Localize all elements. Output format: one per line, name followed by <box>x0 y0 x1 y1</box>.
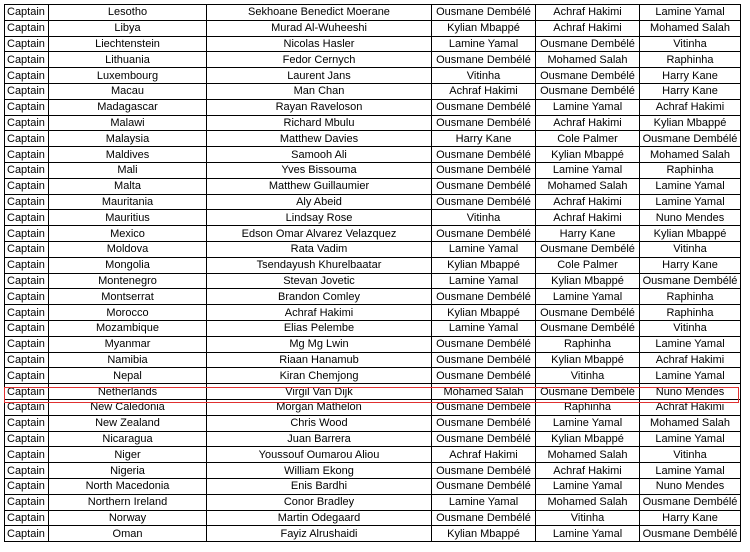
third-choice-cell: Nuno Mendes <box>640 384 741 400</box>
third-choice-cell: Lamine Yamal <box>640 368 741 384</box>
second-choice-cell: Cole Palmer <box>536 257 640 273</box>
role-cell: Captain <box>5 273 49 289</box>
table-row <box>5 257 741 273</box>
table-wrapper <box>4 4 741 542</box>
third-choice-cell: Mohamed Salah <box>640 415 741 431</box>
voter-name-cell: Lindsay Rose <box>207 210 432 226</box>
voter-name-cell: Morgan Mathelon <box>207 399 432 415</box>
role-cell: Captain <box>5 478 49 494</box>
country-cell: Morocco <box>49 305 207 321</box>
table-row <box>5 431 741 447</box>
first-choice-cell: Vitinha <box>432 68 536 84</box>
table-row <box>5 115 741 131</box>
country-cell: Macau <box>49 83 207 99</box>
table-row <box>5 494 741 510</box>
first-choice-cell: Kylian Mbappé <box>432 20 536 36</box>
third-choice-cell: Raphinha <box>640 289 741 305</box>
role-cell: Captain <box>5 289 49 305</box>
table-row <box>5 162 741 178</box>
second-choice-cell: Cole Palmer <box>536 131 640 147</box>
first-choice-cell: Ousmane Dembélé <box>432 431 536 447</box>
second-choice-cell: Vitinha <box>536 368 640 384</box>
third-choice-cell: Raphinha <box>640 52 741 68</box>
first-choice-cell: Lamine Yamal <box>432 494 536 510</box>
second-choice-cell: Ousmane Dembélé <box>536 68 640 84</box>
first-choice-cell: Ousmane Dembélé <box>432 399 536 415</box>
voter-name-cell: Mg Mg Lwin <box>207 336 432 352</box>
first-choice-cell: Ousmane Dembélé <box>432 289 536 305</box>
role-cell: Captain <box>5 241 49 257</box>
voter-name-cell: Chris Wood <box>207 415 432 431</box>
table-row <box>5 463 741 479</box>
role-cell: Captain <box>5 52 49 68</box>
table-row <box>5 352 741 368</box>
voter-name-cell: Martin Odegaard <box>207 510 432 526</box>
role-cell: Captain <box>5 99 49 115</box>
country-cell: New Zealand <box>49 415 207 431</box>
country-cell: Mozambique <box>49 320 207 336</box>
table-row <box>5 478 741 494</box>
captain-votes-table <box>4 4 741 542</box>
third-choice-cell: Mohamed Salah <box>640 20 741 36</box>
country-cell: Liechtenstein <box>49 36 207 52</box>
voter-name-cell: Yves Bissouma <box>207 162 432 178</box>
voter-name-cell: Achraf Hakimi <box>207 305 432 321</box>
second-choice-cell: Mohamed Salah <box>536 447 640 463</box>
country-cell: Malawi <box>49 115 207 131</box>
country-cell: Northern Ireland <box>49 494 207 510</box>
second-choice-cell: Kylian Mbappé <box>536 352 640 368</box>
third-choice-cell: Nuno Mendes <box>640 210 741 226</box>
first-choice-cell: Ousmane Dembélé <box>432 226 536 242</box>
voter-name-cell: Fedor Cernych <box>207 52 432 68</box>
country-cell: Myanmar <box>49 336 207 352</box>
role-cell: Captain <box>5 131 49 147</box>
voter-name-cell: Rayan Raveloson <box>207 99 432 115</box>
country-cell: Norway <box>49 510 207 526</box>
second-choice-cell: Achraf Hakimi <box>536 5 640 21</box>
second-choice-cell: Kylian Mbappé <box>536 147 640 163</box>
voter-name-cell: Stevan Jovetic <box>207 273 432 289</box>
voter-name-cell: Laurent Jans <box>207 68 432 84</box>
table-row <box>5 131 741 147</box>
table-row <box>5 447 741 463</box>
role-cell: Captain <box>5 431 49 447</box>
country-cell: Namibia <box>49 352 207 368</box>
role-cell: Captain <box>5 178 49 194</box>
second-choice-cell: Achraf Hakimi <box>536 210 640 226</box>
role-cell: Captain <box>5 463 49 479</box>
table-row <box>5 147 741 163</box>
third-choice-cell: Vitinha <box>640 36 741 52</box>
role-cell: Captain <box>5 5 49 21</box>
role-cell: Captain <box>5 162 49 178</box>
role-cell: Captain <box>5 447 49 463</box>
country-cell: Mauritania <box>49 194 207 210</box>
second-choice-cell: Achraf Hakimi <box>536 463 640 479</box>
second-choice-cell: Lamine Yamal <box>536 415 640 431</box>
country-cell: Netherlands <box>49 384 207 400</box>
third-choice-cell: Nuno Mendes <box>640 478 741 494</box>
role-cell: Captain <box>5 526 49 542</box>
second-choice-cell: Lamine Yamal <box>536 478 640 494</box>
voter-name-cell: Richard Mbulu <box>207 115 432 131</box>
role-cell: Captain <box>5 115 49 131</box>
country-cell: Nepal <box>49 368 207 384</box>
second-choice-cell: Raphinha <box>536 336 640 352</box>
second-choice-cell: Mohamed Salah <box>536 52 640 68</box>
second-choice-cell: Achraf Hakimi <box>536 194 640 210</box>
first-choice-cell: Ousmane Dembélé <box>432 336 536 352</box>
third-choice-cell: Vitinha <box>640 447 741 463</box>
first-choice-cell: Ousmane Dembélé <box>432 194 536 210</box>
second-choice-cell: Kylian Mbappé <box>536 431 640 447</box>
first-choice-cell: Kylian Mbappé <box>432 526 536 542</box>
table-row <box>5 384 741 400</box>
second-choice-cell: Raphinha <box>536 399 640 415</box>
table-row <box>5 289 741 305</box>
role-cell: Captain <box>5 210 49 226</box>
voter-name-cell: Murad Al-Wuheeshi <box>207 20 432 36</box>
voter-name-cell: Samooh Ali <box>207 147 432 163</box>
table-row <box>5 5 741 21</box>
voter-name-cell: Matthew Guillaumier <box>207 178 432 194</box>
first-choice-cell: Kylian Mbappé <box>432 305 536 321</box>
second-choice-cell: Achraf Hakimi <box>536 20 640 36</box>
second-choice-cell: Lamine Yamal <box>536 99 640 115</box>
country-cell: Libya <box>49 20 207 36</box>
voter-name-cell: Matthew Davies <box>207 131 432 147</box>
role-cell: Captain <box>5 336 49 352</box>
country-cell: Luxembourg <box>49 68 207 84</box>
country-cell: Nigeria <box>49 463 207 479</box>
table-row <box>5 368 741 384</box>
country-cell: Montserrat <box>49 289 207 305</box>
third-choice-cell: Vitinha <box>640 320 741 336</box>
second-choice-cell: Ousmane Dembélé <box>536 384 640 400</box>
role-cell: Captain <box>5 352 49 368</box>
voter-name-cell: Edson Omar Alvarez Velazquez <box>207 226 432 242</box>
voter-name-cell: Youssouf Oumarou Aliou <box>207 447 432 463</box>
country-cell: Mali <box>49 162 207 178</box>
country-cell: Mexico <box>49 226 207 242</box>
first-choice-cell: Vitinha <box>432 210 536 226</box>
third-choice-cell: Harry Kane <box>640 510 741 526</box>
third-choice-cell: Lamine Yamal <box>640 194 741 210</box>
voter-name-cell: Juan Barrera <box>207 431 432 447</box>
third-choice-cell: Lamine Yamal <box>640 431 741 447</box>
role-cell: Captain <box>5 399 49 415</box>
third-choice-cell: Harry Kane <box>640 257 741 273</box>
third-choice-cell: Harry Kane <box>640 68 741 84</box>
table-row <box>5 194 741 210</box>
first-choice-cell: Lamine Yamal <box>432 241 536 257</box>
role-cell: Captain <box>5 305 49 321</box>
table-row <box>5 415 741 431</box>
table-row <box>5 36 741 52</box>
role-cell: Captain <box>5 83 49 99</box>
country-cell: Lithuania <box>49 52 207 68</box>
third-choice-cell: Kylian Mbappé <box>640 115 741 131</box>
role-cell: Captain <box>5 494 49 510</box>
country-cell: North Macedonia <box>49 478 207 494</box>
role-cell: Captain <box>5 147 49 163</box>
third-choice-cell: Lamine Yamal <box>640 463 741 479</box>
third-choice-cell: Lamine Yamal <box>640 178 741 194</box>
first-choice-cell: Ousmane Dembélé <box>432 115 536 131</box>
third-choice-cell: Mohamed Salah <box>640 147 741 163</box>
second-choice-cell: Lamine Yamal <box>536 162 640 178</box>
voter-name-cell: Conor Bradley <box>207 494 432 510</box>
first-choice-cell: Ousmane Dembélé <box>432 478 536 494</box>
table-row <box>5 210 741 226</box>
first-choice-cell: Ousmane Dembélé <box>432 415 536 431</box>
first-choice-cell: Ousmane Dembélé <box>432 352 536 368</box>
voter-name-cell: Enis Bardhi <box>207 478 432 494</box>
first-choice-cell: Harry Kane <box>432 131 536 147</box>
second-choice-cell: Vitinha <box>536 510 640 526</box>
country-cell: Montenegro <box>49 273 207 289</box>
first-choice-cell: Achraf Hakimi <box>432 447 536 463</box>
table-row <box>5 305 741 321</box>
voter-name-cell: Kiran Chemjong <box>207 368 432 384</box>
third-choice-cell: Harry Kane <box>640 83 741 99</box>
table-row <box>5 178 741 194</box>
first-choice-cell: Mohamed Salah <box>432 384 536 400</box>
voter-name-cell: Fayiz Alrushaidi <box>207 526 432 542</box>
voter-name-cell: Aly Abeid <box>207 194 432 210</box>
country-cell: Mongolia <box>49 257 207 273</box>
third-choice-cell: Lamine Yamal <box>640 5 741 21</box>
voter-name-cell: Brandon Comley <box>207 289 432 305</box>
country-cell: Malaysia <box>49 131 207 147</box>
role-cell: Captain <box>5 68 49 84</box>
second-choice-cell: Mohamed Salah <box>536 178 640 194</box>
first-choice-cell: Lamine Yamal <box>432 320 536 336</box>
country-cell: Lesotho <box>49 5 207 21</box>
table-body <box>5 5 741 542</box>
role-cell: Captain <box>5 384 49 400</box>
country-cell: Mauritius <box>49 210 207 226</box>
table-row <box>5 320 741 336</box>
voter-name-cell: Sekhoane Benedict Moerane <box>207 5 432 21</box>
table-row <box>5 52 741 68</box>
country-cell: New Caledonia <box>49 399 207 415</box>
role-cell: Captain <box>5 320 49 336</box>
first-choice-cell: Ousmane Dembélé <box>432 147 536 163</box>
table-row <box>5 273 741 289</box>
role-cell: Captain <box>5 510 49 526</box>
table-row <box>5 226 741 242</box>
third-choice-cell: Lamine Yamal <box>640 336 741 352</box>
table-row <box>5 336 741 352</box>
role-cell: Captain <box>5 368 49 384</box>
role-cell: Captain <box>5 226 49 242</box>
table-row <box>5 99 741 115</box>
third-choice-cell: Vitinha <box>640 241 741 257</box>
table-row <box>5 526 741 542</box>
second-choice-cell: Mohamed Salah <box>536 494 640 510</box>
table-row <box>5 510 741 526</box>
country-cell: Moldova <box>49 241 207 257</box>
third-choice-cell: Ousmane Dembélé <box>640 273 741 289</box>
third-choice-cell: Ousmane Dembélé <box>640 526 741 542</box>
first-choice-cell: Ousmane Dembélé <box>432 5 536 21</box>
country-cell: Malta <box>49 178 207 194</box>
second-choice-cell: Ousmane Dembélé <box>536 36 640 52</box>
first-choice-cell: Ousmane Dembélé <box>432 162 536 178</box>
voter-name-cell: William Ekong <box>207 463 432 479</box>
country-cell: Niger <box>49 447 207 463</box>
first-choice-cell: Achraf Hakimi <box>432 83 536 99</box>
third-choice-cell: Achraf Hakimi <box>640 399 741 415</box>
third-choice-cell: Raphinha <box>640 162 741 178</box>
role-cell: Captain <box>5 36 49 52</box>
country-cell: Maldives <box>49 147 207 163</box>
first-choice-cell: Kylian Mbappé <box>432 257 536 273</box>
voter-name-cell: Rata Vadim <box>207 241 432 257</box>
first-choice-cell: Ousmane Dembélé <box>432 510 536 526</box>
table-row <box>5 241 741 257</box>
third-choice-cell: Achraf Hakimi <box>640 352 741 368</box>
role-cell: Captain <box>5 257 49 273</box>
first-choice-cell: Ousmane Dembélé <box>432 52 536 68</box>
table-row <box>5 83 741 99</box>
first-choice-cell: Ousmane Dembélé <box>432 99 536 115</box>
role-cell: Captain <box>5 194 49 210</box>
country-cell: Oman <box>49 526 207 542</box>
third-choice-cell: Kylian Mbappé <box>640 226 741 242</box>
voter-name-cell: Elias Pelembe <box>207 320 432 336</box>
voter-name-cell: Virgil Van Dijk <box>207 384 432 400</box>
table-row <box>5 20 741 36</box>
second-choice-cell: Ousmane Dembélé <box>536 83 640 99</box>
second-choice-cell: Ousmane Dembélé <box>536 320 640 336</box>
second-choice-cell: Harry Kane <box>536 226 640 242</box>
third-choice-cell: Ousmane Dembélé <box>640 131 741 147</box>
table-row <box>5 399 741 415</box>
third-choice-cell: Achraf Hakimi <box>640 99 741 115</box>
first-choice-cell: Lamine Yamal <box>432 273 536 289</box>
first-choice-cell: Lamine Yamal <box>432 36 536 52</box>
voter-name-cell: Riaan Hanamub <box>207 352 432 368</box>
third-choice-cell: Ousmane Dembélé <box>640 494 741 510</box>
second-choice-cell: Lamine Yamal <box>536 526 640 542</box>
first-choice-cell: Ousmane Dembélé <box>432 368 536 384</box>
second-choice-cell: Ousmane Dembélé <box>536 305 640 321</box>
country-cell: Madagascar <box>49 99 207 115</box>
second-choice-cell: Lamine Yamal <box>536 289 640 305</box>
first-choice-cell: Ousmane Dembélé <box>432 178 536 194</box>
second-choice-cell: Achraf Hakimi <box>536 115 640 131</box>
role-cell: Captain <box>5 20 49 36</box>
voter-name-cell: Man Chan <box>207 83 432 99</box>
voter-name-cell: Tsendayush Khurelbaatar <box>207 257 432 273</box>
second-choice-cell: Ousmane Dembélé <box>536 241 640 257</box>
third-choice-cell: Raphinha <box>640 305 741 321</box>
country-cell: Nicaragua <box>49 431 207 447</box>
table-row <box>5 68 741 84</box>
second-choice-cell: Kylian Mbappé <box>536 273 640 289</box>
voter-name-cell: Nicolas Hasler <box>207 36 432 52</box>
role-cell: Captain <box>5 415 49 431</box>
first-choice-cell: Ousmane Dembélé <box>432 463 536 479</box>
